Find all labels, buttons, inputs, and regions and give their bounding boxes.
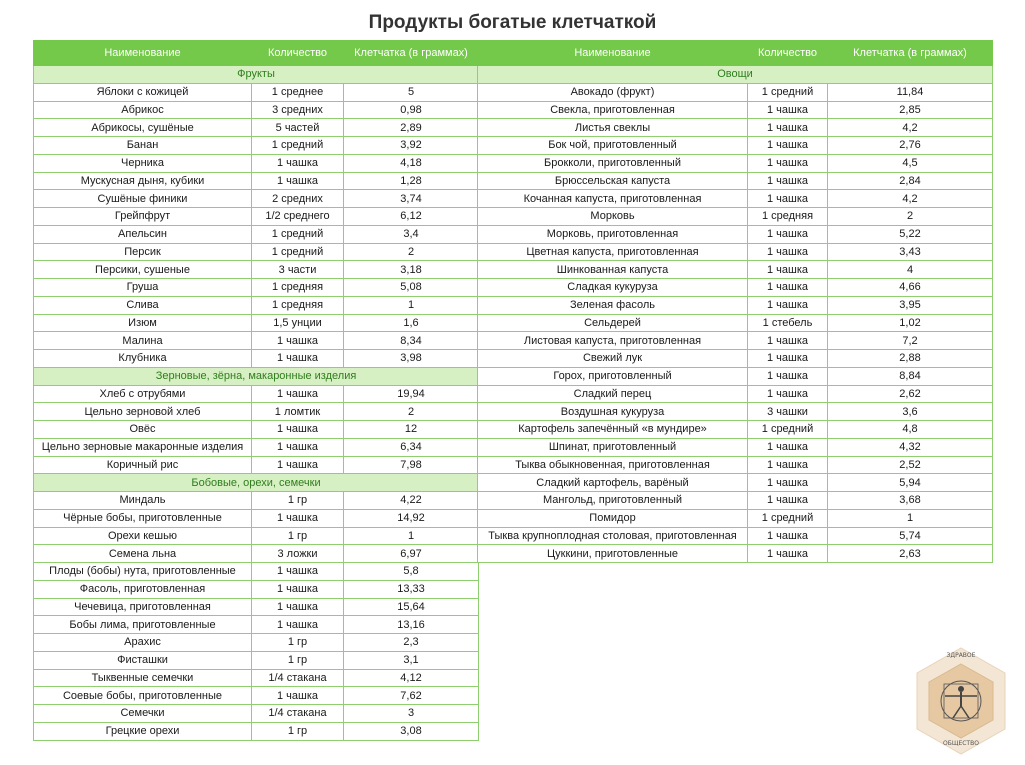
cell-name: Персик (34, 243, 252, 261)
cell-fiber: 4,5 (828, 154, 993, 172)
cell-name: Семена льна (34, 545, 252, 563)
cell-fiber: 3,95 (828, 296, 993, 314)
table-row (478, 172, 993, 190)
cell-fiber: 3,18 (344, 261, 479, 279)
cell-quantity: 1 средняя (748, 208, 828, 226)
cell-quantity: 1 средний (748, 83, 828, 101)
table-row (34, 172, 479, 190)
cell-quantity: 1 чашка (252, 421, 344, 439)
cell-quantity: 1 чашка (748, 332, 828, 350)
cell-fiber: 4,66 (828, 279, 993, 297)
cell-name: Изюм (34, 314, 252, 332)
category-label: Овощи (478, 66, 993, 84)
cell-name: Сладкий картофель, варёный (478, 474, 748, 492)
table-row (34, 509, 479, 527)
cell-name: Хлеб с отрубями (34, 385, 252, 403)
cell-fiber: 5,8 (344, 563, 479, 581)
cell-name: Грецкие орехи (34, 722, 252, 740)
cell-quantity: 1 чашка (748, 367, 828, 385)
cell-name: Тыква крупноплодная столовая, приготовленная (478, 527, 748, 545)
cell-fiber: 3,08 (344, 722, 479, 740)
cell-quantity: 1 чашка (748, 456, 828, 474)
cell-quantity: 1 чашка (748, 243, 828, 261)
cell-quantity: 1 гр (252, 527, 344, 545)
table-row (34, 261, 479, 279)
table-row (478, 119, 993, 137)
cell-name: Горох, приготовленный (478, 367, 748, 385)
category-row (34, 66, 479, 84)
table-row (34, 527, 479, 545)
cell-name: Морковь, приготовленная (478, 225, 748, 243)
table-row (478, 190, 993, 208)
table-row (478, 243, 993, 261)
table-row (34, 137, 479, 155)
cell-name: Цветная капуста, приготовленная (478, 243, 748, 261)
category-row (478, 66, 993, 84)
cell-name: Семечки (34, 705, 252, 723)
cell-quantity: 1 чашка (252, 332, 344, 350)
cell-name: Шпинат, приготовленный (478, 438, 748, 456)
cell-name: Сушёные финики (34, 190, 252, 208)
cell-fiber: 12 (344, 421, 479, 439)
table-row (34, 669, 479, 687)
cell-name: Фисташки (34, 651, 252, 669)
cell-name: Листья свеклы (478, 119, 748, 137)
cell-quantity: 1,5 унции (252, 314, 344, 332)
cell-fiber: 6,12 (344, 208, 479, 226)
cell-name: Апельсин (34, 225, 252, 243)
cell-fiber: 4,18 (344, 154, 479, 172)
cell-name: Фасоль, приготовленная (34, 580, 252, 598)
cell-name: Воздушная кукуруза (478, 403, 748, 421)
cell-quantity: 1 чашка (748, 296, 828, 314)
cell-quantity: 1 чашка (748, 492, 828, 510)
cell-name: Плоды (бобы) нута, приготовленные (34, 563, 252, 581)
cell-fiber: 4,22 (344, 492, 479, 510)
cell-fiber: 4,12 (344, 669, 479, 687)
cell-fiber: 5,22 (828, 225, 993, 243)
cell-name: Кочанная капуста, приготовленная (478, 190, 748, 208)
cell-quantity: 1/4 стакана (252, 705, 344, 723)
table-row (478, 296, 993, 314)
cell-quantity: 1 чашка (748, 438, 828, 456)
cell-fiber: 2,62 (828, 385, 993, 403)
cell-quantity: 1 чашка (748, 137, 828, 155)
category-label: Бобовые, орехи, семечки (34, 474, 479, 492)
cell-name: Соевые бобы, приготовленные (34, 687, 252, 705)
cell-name: Цельно зерновые макаронные изделия (34, 438, 252, 456)
category-row (34, 367, 479, 385)
cell-quantity: 1 чашка (252, 580, 344, 598)
cell-quantity: 1 гр (252, 722, 344, 740)
column-header-name: Наименование (478, 41, 748, 66)
cell-name: Свекла, приготовленная (478, 101, 748, 119)
cell-fiber: 2,89 (344, 119, 479, 137)
right-fiber-table (477, 40, 993, 563)
cell-name: Малина (34, 332, 252, 350)
cell-quantity: 1 средний (748, 421, 828, 439)
table-row (34, 296, 479, 314)
cell-fiber: 4,8 (828, 421, 993, 439)
cell-name: Сладкий перец (478, 385, 748, 403)
cell-quantity: 1 чашка (252, 438, 344, 456)
cell-name: Морковь (478, 208, 748, 226)
cell-quantity: 1 чашка (748, 527, 828, 545)
cell-name: Слива (34, 296, 252, 314)
cell-quantity: 1 чашка (748, 350, 828, 368)
cell-name: Брюссельская капуста (478, 172, 748, 190)
cell-name: Мускусная дыня, кубики (34, 172, 252, 190)
logo-text-top: ЗДРАВОЕ (946, 652, 976, 659)
cell-quantity: 1 чашка (252, 616, 344, 634)
column-header-name: Наименование (34, 41, 252, 66)
table-row (34, 616, 479, 634)
cell-name: Коричный рис (34, 456, 252, 474)
cell-fiber: 11,84 (828, 83, 993, 101)
cell-fiber: 4,32 (828, 438, 993, 456)
category-label: Фрукты (34, 66, 479, 84)
cell-quantity: 3 ложки (252, 545, 344, 563)
cell-quantity: 1 чашка (252, 154, 344, 172)
watermark-logo (913, 646, 1009, 756)
cell-name: Чёрные бобы, приготовленные (34, 509, 252, 527)
cell-name: Клубника (34, 350, 252, 368)
table-row (478, 154, 993, 172)
cell-fiber: 2,85 (828, 101, 993, 119)
table-row (34, 687, 479, 705)
table-row (34, 722, 479, 740)
table-row (478, 225, 993, 243)
cell-quantity: 1/4 стакана (252, 669, 344, 687)
table-row (34, 651, 479, 669)
cell-quantity: 1 чашка (748, 190, 828, 208)
cell-name: Миндаль (34, 492, 252, 510)
cell-name: Тыквенные семечки (34, 669, 252, 687)
table-row (478, 83, 993, 101)
table-row (478, 421, 993, 439)
cell-fiber: 5,74 (828, 527, 993, 545)
table-row (34, 154, 479, 172)
table-row (478, 137, 993, 155)
cell-quantity: 1 чашка (748, 225, 828, 243)
cell-quantity: 1 чашка (252, 385, 344, 403)
cell-quantity: 1 чашка (252, 172, 344, 190)
table-row (34, 456, 479, 474)
cell-quantity: 1/2 среднего (252, 208, 344, 226)
cell-quantity: 1 чашка (748, 279, 828, 297)
cell-fiber: 14,92 (344, 509, 479, 527)
cell-quantity: 1 чашка (748, 119, 828, 137)
logo-text-bottom: ОБЩЕСТВО (943, 740, 979, 747)
cell-quantity: 1 чашка (252, 687, 344, 705)
cell-fiber: 1,6 (344, 314, 479, 332)
table-row (478, 261, 993, 279)
table-row (34, 279, 479, 297)
page-title: Продукты богатые клетчаткой (368, 12, 657, 33)
cell-quantity: 1 чашка (252, 598, 344, 616)
cell-quantity: 1 чашка (748, 385, 828, 403)
cell-fiber: 1 (344, 296, 479, 314)
cell-name: Картофель запечённый «в мундире» (478, 421, 748, 439)
cell-name: Брокколи, приготовленный (478, 154, 748, 172)
table-row (478, 367, 993, 385)
cell-quantity: 1 средний (252, 137, 344, 155)
cell-fiber: 3,74 (344, 190, 479, 208)
table-row (34, 492, 479, 510)
cell-quantity: 1 средняя (252, 279, 344, 297)
table-row (34, 314, 479, 332)
cell-quantity: 1 стебель (748, 314, 828, 332)
table-row (478, 101, 993, 119)
cell-name: Помидор (478, 509, 748, 527)
cell-quantity: 1 чашка (748, 101, 828, 119)
cell-name: Овёс (34, 421, 252, 439)
table-row (34, 83, 479, 101)
cell-fiber: 5 (344, 83, 479, 101)
table-row (478, 279, 993, 297)
cell-fiber: 15,64 (344, 598, 479, 616)
cell-fiber: 4,2 (828, 190, 993, 208)
table-row (478, 456, 993, 474)
cell-quantity: 3 средних (252, 101, 344, 119)
cell-name: Бобы лима, приготовленные (34, 616, 252, 634)
cell-name: Орехи кешью (34, 527, 252, 545)
cell-fiber: 8,34 (344, 332, 479, 350)
table-row (478, 438, 993, 456)
table-row (34, 438, 479, 456)
category-row (34, 474, 479, 492)
table-row (34, 190, 479, 208)
cell-fiber: 2 (344, 403, 479, 421)
cell-name: Листовая капуста, приготовленная (478, 332, 748, 350)
cell-quantity: 1 средняя (252, 296, 344, 314)
table-row (34, 119, 479, 137)
cell-fiber: 1,02 (828, 314, 993, 332)
left-fiber-table (33, 40, 479, 741)
cell-fiber: 2,3 (344, 634, 479, 652)
table-row (34, 545, 479, 563)
cell-name: Банан (34, 137, 252, 155)
cell-fiber: 6,97 (344, 545, 479, 563)
table-row (478, 492, 993, 510)
cell-fiber: 2 (344, 243, 479, 261)
column-header-quantity: Количество (252, 41, 344, 66)
table-row (34, 580, 479, 598)
table-row (34, 563, 479, 581)
table-row (478, 332, 993, 350)
cell-quantity: 1 гр (252, 492, 344, 510)
cell-quantity: 1 чашка (748, 261, 828, 279)
cell-name: Абрикосы, сушёные (34, 119, 252, 137)
cell-name: Грейпфрут (34, 208, 252, 226)
cell-quantity: 1 ломтик (252, 403, 344, 421)
cell-name: Груша (34, 279, 252, 297)
cell-quantity: 1 средний (252, 225, 344, 243)
cell-quantity: 3 части (252, 261, 344, 279)
cell-quantity: 1 чашка (748, 172, 828, 190)
cell-fiber: 5,94 (828, 474, 993, 492)
cell-fiber: 8,84 (828, 367, 993, 385)
cell-name: Шинкованная капуста (478, 261, 748, 279)
table-row (478, 403, 993, 421)
table-row (34, 634, 479, 652)
cell-name: Арахис (34, 634, 252, 652)
cell-fiber: 7,62 (344, 687, 479, 705)
table-header (478, 41, 993, 66)
table-row (34, 101, 479, 119)
table-row (34, 225, 479, 243)
cell-name: Зеленая фасоль (478, 296, 748, 314)
cell-quantity: 1 чашка (748, 545, 828, 563)
cell-quantity: 1 чашка (748, 154, 828, 172)
cell-fiber: 2,63 (828, 545, 993, 563)
cell-fiber: 2,84 (828, 172, 993, 190)
table-row (478, 474, 993, 492)
cell-name: Яблоки с кожицей (34, 83, 252, 101)
cell-quantity: 1 гр (252, 634, 344, 652)
cell-fiber: 7,2 (828, 332, 993, 350)
cell-fiber: 3,4 (344, 225, 479, 243)
table-row (34, 332, 479, 350)
cell-name: Свежий лук (478, 350, 748, 368)
table-row (34, 705, 479, 723)
cell-fiber: 13,16 (344, 616, 479, 634)
table-row (34, 385, 479, 403)
cell-fiber: 1,28 (344, 172, 479, 190)
table-row (478, 208, 993, 226)
column-header-fiber: Клетчатка (в граммах) (828, 41, 993, 66)
cell-quantity: 1 чашка (252, 456, 344, 474)
cell-fiber: 1 (344, 527, 479, 545)
table-row (478, 385, 993, 403)
cell-quantity: 1 гр (252, 651, 344, 669)
cell-fiber: 6,34 (344, 438, 479, 456)
cell-name: Абрикос (34, 101, 252, 119)
cell-name: Бок чой, приготовленный (478, 137, 748, 155)
cell-name: Тыква обыкновенная, приготовленная (478, 456, 748, 474)
table-row (478, 527, 993, 545)
cell-name: Чечевица, приготовленная (34, 598, 252, 616)
table-row (34, 403, 479, 421)
table-row (34, 350, 479, 368)
cell-quantity: 1 чашка (252, 509, 344, 527)
cell-fiber: 3,1 (344, 651, 479, 669)
table-row (34, 598, 479, 616)
cell-fiber: 2,88 (828, 350, 993, 368)
column-header-quantity: Количество (748, 41, 828, 66)
table-row (478, 509, 993, 527)
cell-name: Черника (34, 154, 252, 172)
cell-quantity: 1 среднее (252, 83, 344, 101)
cell-quantity: 1 средний (252, 243, 344, 261)
cell-name: Сладкая кукуруза (478, 279, 748, 297)
cell-fiber: 5,08 (344, 279, 479, 297)
column-header-fiber: Клетчатка (в граммах) (344, 41, 479, 66)
category-label: Зерновые, зёрна, макаронные изделия (34, 367, 479, 385)
cell-name: Сельдерей (478, 314, 748, 332)
cell-fiber: 19,94 (344, 385, 479, 403)
cell-quantity: 3 чашки (748, 403, 828, 421)
cell-fiber: 7,98 (344, 456, 479, 474)
cell-quantity: 2 средних (252, 190, 344, 208)
cell-fiber: 1 (828, 509, 993, 527)
table-row (478, 314, 993, 332)
cell-quantity: 5 частей (252, 119, 344, 137)
cell-name: Цельно зерновой хлеб (34, 403, 252, 421)
cell-quantity: 1 средний (748, 509, 828, 527)
cell-name: Цуккини, приготовленные (478, 545, 748, 563)
cell-fiber: 4,2 (828, 119, 993, 137)
cell-quantity: 1 чашка (252, 563, 344, 581)
cell-fiber: 0,98 (344, 101, 479, 119)
cell-fiber: 3,6 (828, 403, 993, 421)
cell-fiber: 3 (344, 705, 479, 723)
table-row (34, 208, 479, 226)
cell-quantity: 1 чашка (748, 474, 828, 492)
cell-name: Авокадо (фрукт) (478, 83, 748, 101)
cell-fiber: 3,43 (828, 243, 993, 261)
cell-name: Персики, сушеные (34, 261, 252, 279)
table-row (34, 421, 479, 439)
cell-fiber: 2,52 (828, 456, 993, 474)
cell-fiber: 2 (828, 208, 993, 226)
cell-name: Мангольд, приготовленный (478, 492, 748, 510)
cell-fiber: 3,92 (344, 137, 479, 155)
cell-fiber: 3,68 (828, 492, 993, 510)
cell-fiber: 13,33 (344, 580, 479, 598)
cell-fiber: 3,98 (344, 350, 479, 368)
cell-fiber: 2,76 (828, 137, 993, 155)
table-header (34, 41, 479, 66)
cell-quantity: 1 чашка (252, 350, 344, 368)
cell-fiber: 4 (828, 261, 993, 279)
table-row (478, 545, 993, 563)
table-row (478, 350, 993, 368)
table-row (34, 243, 479, 261)
